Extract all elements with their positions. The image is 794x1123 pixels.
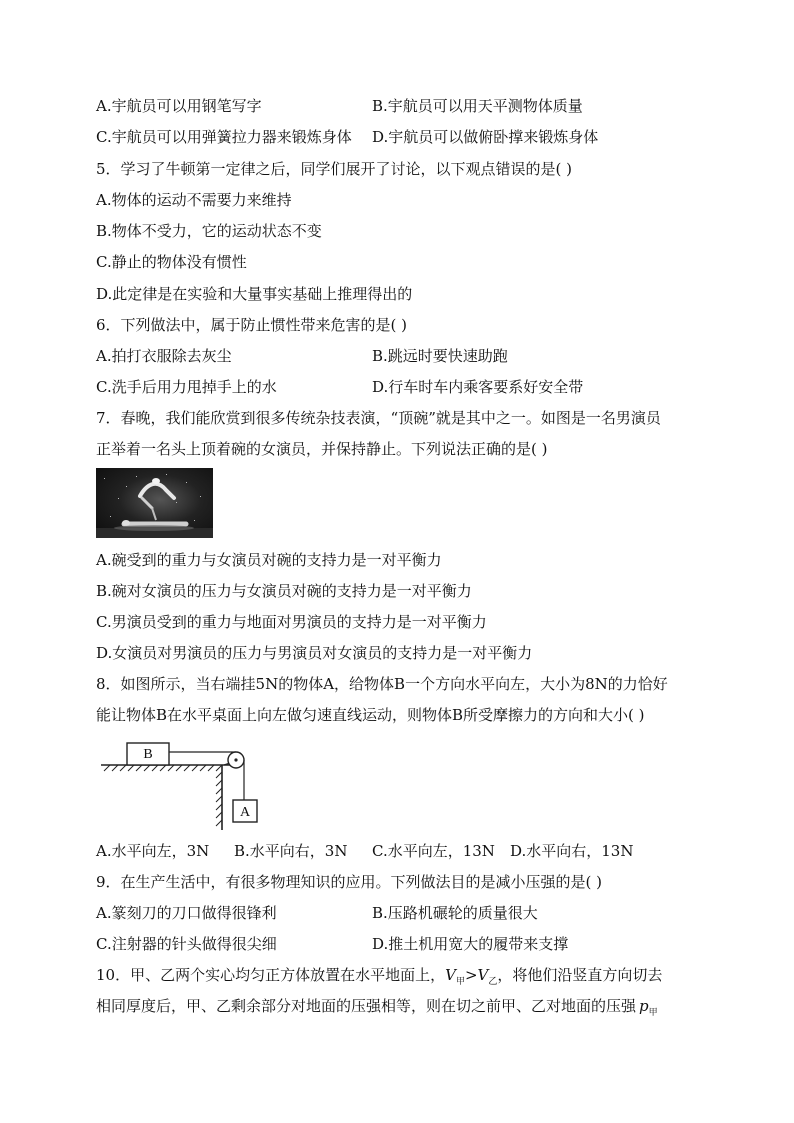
q10-stem-text: 10．甲、乙两个实心均匀正方体放置在水平地面上， [96, 966, 446, 984]
q9-stem: 9．在生产生活中，有很多物理知识的应用。下列做法目的是减小压强的是( ) [96, 873, 603, 891]
q8-stem-line1: 8．如图所示，当右端挂5N的物体A，给物体B一个方向水平向左，大小为8N的力恰好 [96, 675, 668, 693]
volume-symbol: V [445, 966, 456, 984]
q4-option-c: C.宇航员可以用弹簧拉力器来锻炼身体 [96, 128, 352, 146]
q5-stem: 5．学习了牛顿第一定律之后，同学们展开了讨论，以下观点错误的是( ) [96, 160, 573, 178]
q8-stem-line2: 能让物体B在水平桌面上向左做匀速直线运动，则物体B所受摩擦力的方向和大小( ) [96, 706, 645, 724]
q7-stem-line1: 7．春晚，我们能欣赏到很多传统杂技表演，“顶碗”就是其中之一。如图是一名男演员 [96, 409, 661, 427]
q4-option-b: B.宇航员可以用天平测物体质量 [372, 97, 583, 115]
q8-option-c: C.水平向左，13N [372, 842, 495, 860]
q6-option-b: B.跳远时要快速助跑 [372, 347, 508, 365]
pressure-symbol: p [639, 997, 649, 1015]
q9-option-a: A.篆刻刀的刀口做得很锋利 [96, 904, 277, 922]
q10-stem-text: ，将他们沿竖直方向切去 [497, 966, 663, 984]
q6-option-a: A.拍打衣服除去灰尘 [96, 347, 232, 365]
q4-option-a: A.宇航员可以用钢笔写字 [96, 97, 262, 115]
q8-option-b: B.水平向右，3N [234, 842, 348, 860]
pressure-subscript-jia: 甲 [648, 1008, 658, 1018]
volume-symbol: V [477, 966, 489, 984]
q5-option-b: B.物体不受力，它的运动状态不变 [96, 222, 322, 240]
q6-stem: 6．下列做法中，属于防止惯性带来危害的是( ) [96, 316, 408, 334]
q10-stem-line1 [96, 965, 662, 992]
q7-option-a: A.碗受到的重力与女演员对碗的支持力是一对平衡力 [96, 551, 442, 569]
block-b-label: B [143, 747, 153, 762]
q5-option-a: A.物体的运动不需要力来维持 [96, 191, 292, 209]
greater-than-sign: > [464, 966, 478, 984]
q9-option-b: B.压路机碾轮的质量很大 [372, 904, 538, 922]
q9-option-c: C.注射器的针头做得很尖细 [96, 935, 277, 953]
q4-option-d: D.宇航员可以做俯卧撑来锻炼身体 [372, 128, 599, 146]
acrobatics-photo [96, 468, 213, 538]
q10-stem-text: 相同厚度后，甲、乙剩余部分对地面的压强相等，则在切之前甲、乙对地面的压强 [96, 997, 637, 1015]
q9-option-d: D.推土机用宽大的履带来支撑 [372, 935, 569, 953]
q6-option-d: D.行车时车内乘客要系好安全带 [372, 378, 584, 396]
q7-option-c: C.男演员受到的重力与地面对男演员的支持力是一对平衡力 [96, 613, 487, 631]
q8-option-a: A.水平向左，3N [96, 842, 210, 860]
pulley-diagram [96, 738, 286, 830]
block-a-label: A [239, 805, 251, 820]
volume-subscript-jia: 甲 [455, 977, 465, 987]
q8-option-d: D.水平向右，13N [510, 842, 634, 860]
q10-stem-line2 [96, 996, 658, 1023]
q6-option-c: C.洗手后用力甩掉手上的水 [96, 378, 277, 396]
q7-stem-line2: 正举着一名头上顶着碗的女演员，并保持静止。下列说法正确的是( ) [96, 440, 548, 458]
q7-option-d: D.女演员对男演员的压力与男演员对女演员的支持力是一对平衡力 [96, 644, 533, 662]
q5-option-c: C.静止的物体没有惯性 [96, 253, 247, 271]
q7-option-b: B.碗对女演员的压力与女演员对碗的支持力是一对平衡力 [96, 582, 472, 600]
q5-option-d: D.此定律是在实验和大量事实基础上推理得出的 [96, 285, 413, 303]
volume-subscript-yi: 乙 [488, 977, 498, 987]
